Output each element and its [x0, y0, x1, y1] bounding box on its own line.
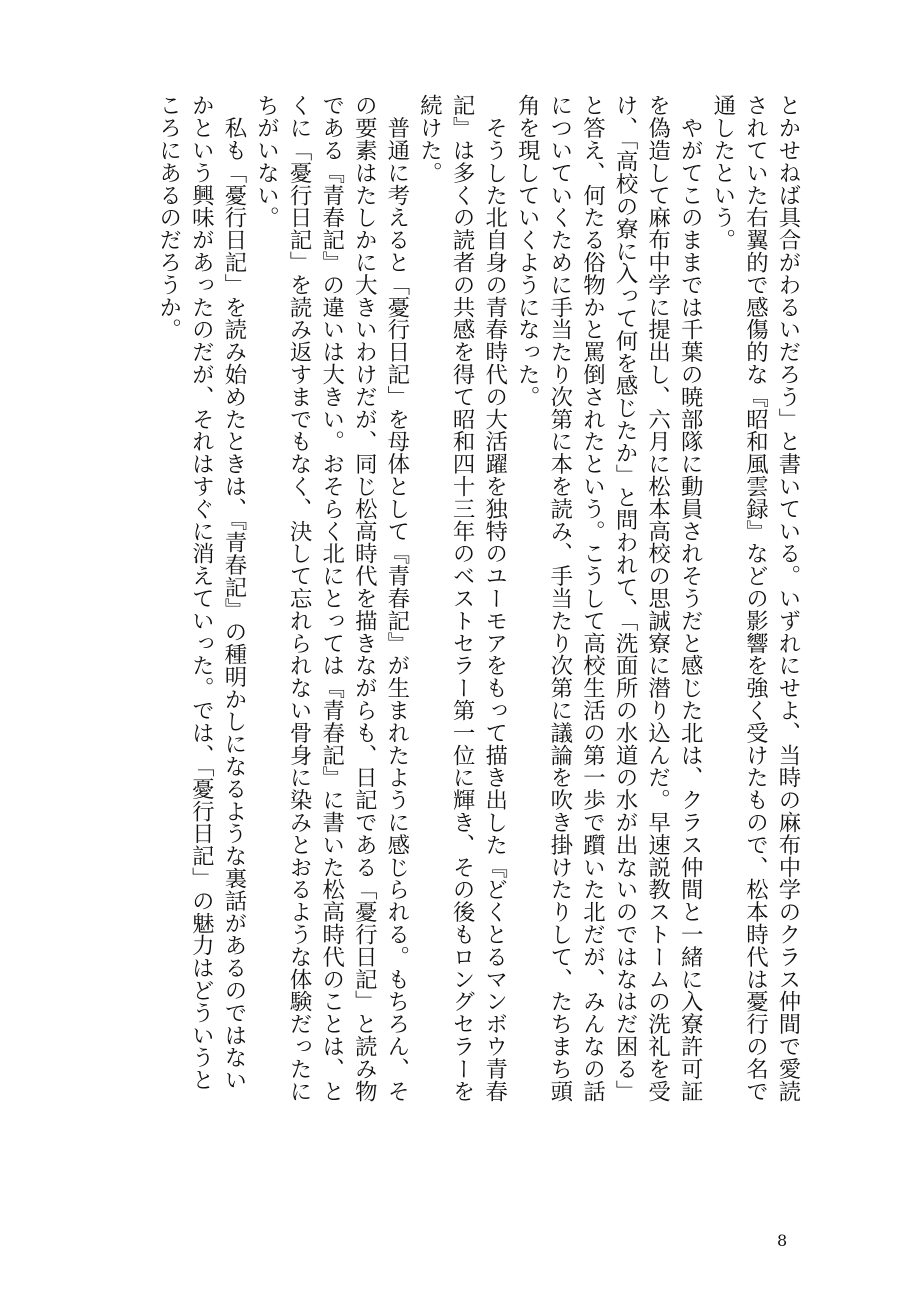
text-line: ころにあるのだろうか。 — [155, 94, 182, 341]
text-line: け、「高校の寮に入って何を感じたか」と問われて、「洗面所の水道の水が出ないのではなはだ困る」 — [612, 94, 639, 1102]
text-line: の要素はたしかに大きいわけだが、同じ松高時代を描きながらも、日記である「憂行日記」と読み物 — [351, 94, 378, 1102]
text-line: についていくために手当たり次第に本を読み、手当たり次第に議論を吹き掛けたりして、たちまち頭 — [546, 94, 573, 1102]
text-line: である『青春記』の違いは大きい。おそらく北にとっては『青春記』に書いた松高時代のことは、と — [318, 94, 345, 1102]
text-line: と答え、何たる俗物かと罵倒されたという。こうして高校生活の第一歩で躓いた北だが、みんなの話 — [579, 94, 606, 1102]
text-line: とかせねば具合がわるいだろう」と書いている。いずれにせよ、当時の麻布中学のクラス仲間で愛読 — [775, 94, 801, 1102]
text-line: かという興味があったのだが、それはすぐに消えていった。では、「憂行日記」の魅力はどういうと — [188, 94, 215, 1091]
text-line: 記』は多くの読者の共感を得て昭和四十三年のベストセラー第一位に輝き、その後もロングセラーを — [449, 94, 476, 1102]
text-line: を偽造して麻布中学に提出し、六月に松本高校の思誠寮に潜り込んだ。早速説教ストームの洗礼を受 — [644, 94, 671, 1102]
text-line: 角を現していくようになった。 — [514, 94, 541, 408]
text-line: ちがいない。 — [253, 94, 280, 229]
text-line: くに「憂行日記」を読み返すまでもなく、決して忘れられない骨身に染みとおるような体験だったに — [286, 94, 313, 1102]
body-text — [152, 94, 804, 1102]
text-line: されていた右翼的で感傷的な『昭和風雲録』などの影響を強く受けたもので、松本時代は憂行の名で — [742, 94, 769, 1102]
text-line: 続けた。 — [416, 94, 443, 184]
page-number: 8 — [777, 1231, 788, 1250]
text-line: 普通に考えると「憂行日記」を母体として『青春記』が生まれたように感じられる。もちろん、そ — [383, 94, 410, 1102]
text-line: 私も「憂行日記」を読み始めたときは、『青春記』の種明かしになるような裏話があるのではない — [220, 94, 247, 1091]
text-line: 通したという。 — [709, 94, 736, 251]
text-line: そうした北自身の青春時代の大活躍を独特のユーモアをもって描き出した『どくとるマンボウ青春 — [481, 94, 508, 1102]
text-line: やがてこのままでは千葉の暁部隊に動員されそうだと感じた北は、クラス仲間と一緒に入寮許可証 — [677, 94, 704, 1102]
